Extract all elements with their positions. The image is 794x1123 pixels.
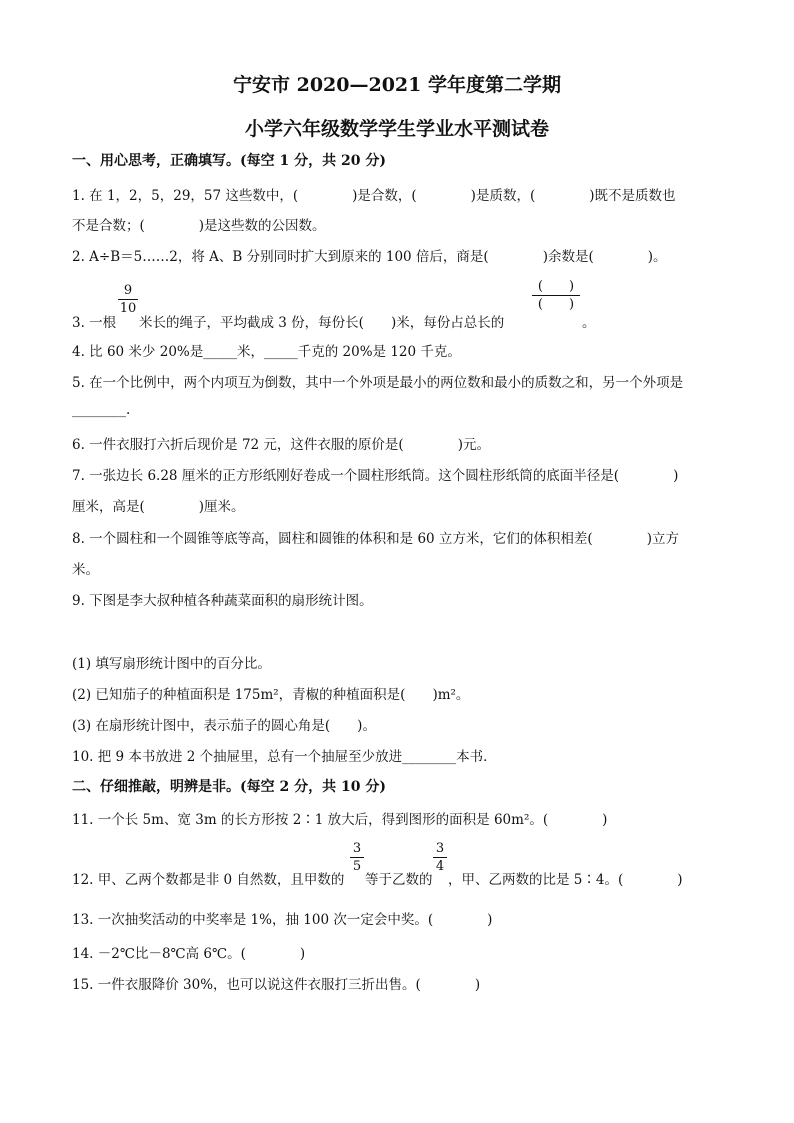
page-subtitle: 小学六年级数学学生学业水平测试卷 [244, 118, 549, 140]
page-title: 宁安市 2020—2021 学年度第二学期 [233, 74, 561, 96]
question-8-line-1: 8. 一个圆柱和一个圆锥等底等高，圆柱和圆锥的体积和是 60 立方米，它们的体积相差( )立方 [72, 531, 679, 547]
question-12-end: ，甲、乙两数的比是 5∶4。( ) [448, 872, 683, 888]
question-7-line-1: 7. 一张边长 6.28 厘米的正方形纸刚好卷成一个圆柱形纸筒。这个圆柱形纸筒的底面半径是( ) [72, 468, 679, 484]
question-7-line-2: 厘米，高是( )厘米。 [72, 499, 245, 515]
fraction-denominator: 5 [352, 859, 362, 874]
question-3-middle: 米长的绳子，平均截成 3 份，每份长( )米，每份占总长的 [139, 315, 505, 331]
question-1-line-1: 1. 在 1，2，5，29，57 这些数中，( )是合数，( )是质数，( )既不是质数也 [72, 188, 676, 204]
question-12-prefix: 12. 甲、乙两个数都是非 0 自然数，且甲数的 [72, 872, 345, 888]
question-5-line-2: ________. [72, 402, 131, 418]
question-9-part-1: (1) 填写扇形统计图中的百分比。 [72, 656, 271, 672]
question-9-part-2: (2) 已知茄子的种植面积是 175m²，青椒的种植面积是( )m²。 [72, 687, 470, 703]
fraction-bar [532, 295, 580, 296]
question-13: 13. 一次抽奖活动的中奖率是 1%，抽 100 次一定会中奖。( ) [72, 912, 493, 928]
fraction-denominator: 4 [435, 859, 445, 874]
fraction-bar [350, 857, 364, 858]
fraction-blank [532, 279, 580, 312]
question-10: 10. 把 9 本书放进 2 个抽屉里，总有一个抽屉至少放进________本书． [72, 749, 497, 765]
question-15: 15. 一件衣服降价 30%，也可以说这件衣服打三折出售。( ) [72, 977, 481, 993]
question-6: 6. 一件衣服打六折后现价是 72 元，这件衣服的原价是( )元。 [72, 437, 490, 453]
question-8-line-2: 米。 [72, 562, 99, 578]
fraction-numerator: 3 [435, 841, 445, 856]
fraction-blank-numerator: ( ) [537, 279, 575, 294]
section-2-heading: 二、仔细推敲，明辨是非。(每空 2 分，共 10 分) [72, 779, 386, 795]
question-2: 2. A÷B＝5……2，将 A、B 分别同时扩大到原来的 100 倍后，商是( )余数是( )。 [72, 249, 667, 265]
fraction-blank-denominator: ( ) [537, 297, 575, 312]
question-5-line-1: 5. 在一个比例中，两个内项互为倒数，其中一个外项是最小的两位数和最小的质数之和，另一个外项是 [72, 375, 684, 391]
question-3-prefix: 3. 一根 [72, 315, 117, 331]
question-11: 11. 一个长 5m、宽 3m 的长方形按 2∶1 放大后，得到图形的面积是 60m²。( ) [72, 812, 608, 828]
fraction-numerator: 9 [123, 283, 133, 298]
question-9: 9. 下图是李大叔种植各种蔬菜面积的扇形统计图。 [72, 593, 373, 609]
question-14: 14. －2℃比－8℃高 6℃。( ) [72, 946, 306, 962]
fraction-9-10 [118, 283, 138, 316]
fraction-denominator: 10 [119, 301, 137, 316]
question-12-middle: 等于乙数的 [365, 872, 433, 888]
question-9-part-3: (3) 在扇形统计图中，表示茄子的圆心角是( )。 [72, 718, 376, 734]
question-3-end: 。 [582, 315, 596, 331]
section-1-heading: 一、用心思考，正确填写。(每空 1 分，共 20 分) [72, 153, 386, 169]
fraction-3-5 [350, 841, 364, 874]
fraction-3-4 [433, 841, 447, 874]
fraction-numerator: 3 [352, 841, 362, 856]
question-1-line-2: 不是合数；( )是这些数的公因数。 [72, 218, 326, 234]
question-4: 4. 比 60 米少 20%是_____米，_____千克的 20%是 120 千克。 [72, 344, 461, 360]
fraction-bar [118, 299, 138, 300]
fraction-bar [433, 857, 447, 858]
